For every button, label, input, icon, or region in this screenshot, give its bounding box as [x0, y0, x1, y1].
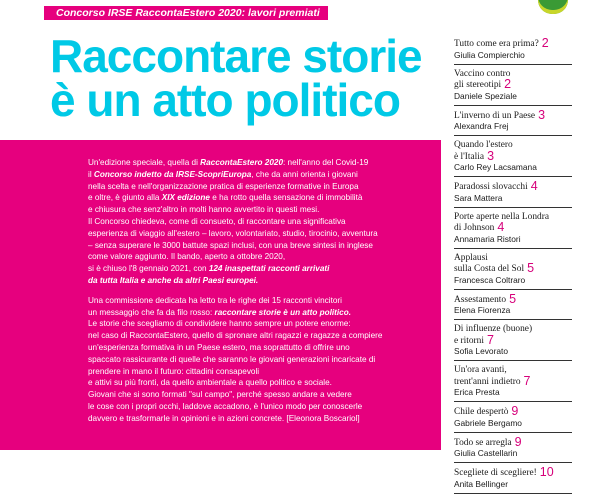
- article-text: – senza superare le 3000 battute spazi inclusi, con una breve sintesi in inglese: [88, 240, 373, 250]
- toc-title: [454, 212, 600, 234]
- article-text: un messaggio che fa da filo rosso:: [88, 307, 215, 317]
- toc-author: Sara Mattera: [454, 192, 503, 203]
- toc-item[interactable]: [454, 324, 600, 361]
- toc-author: Alexandra Frej: [454, 121, 509, 131]
- toc-author: Daniele Speziale: [454, 90, 517, 101]
- toc-author: Annamaria Ristori: [454, 233, 521, 244]
- article-line: [88, 295, 438, 307]
- article-emphasis: XIX edizione: [161, 193, 210, 203]
- toc-page-number: 2: [541, 36, 549, 50]
- toc-divider: [454, 64, 572, 65]
- toc-title-line: Todo se arregla: [454, 437, 512, 448]
- toc-author: Giulia Compierchio: [454, 49, 525, 60]
- toc-page-number: 2: [504, 77, 512, 91]
- toc-author: Elena Fiorenza: [454, 305, 511, 315]
- toc-page-number: 4: [530, 179, 538, 193]
- toc-divider: [454, 401, 572, 402]
- toc-page-number: 5: [509, 291, 517, 306]
- article-text: si è chiuso l'8 gennaio 2021, con: [88, 264, 209, 274]
- headline-line-2: è un atto politico: [50, 74, 400, 126]
- toc-title: [454, 253, 600, 275]
- article-text: Una commissione dedicata ha letto tra le righe dei 15 racconti vincitori: [88, 295, 342, 305]
- toc-title-line: sulla Costa del Sol: [454, 264, 525, 274]
- article-line: [88, 377, 438, 389]
- toc-title-line: Di influenze (buone): [454, 324, 533, 334]
- toc-title-line: Chile despertò: [454, 407, 509, 417]
- toc-title: [454, 107, 600, 122]
- headline: [50, 30, 430, 126]
- toc-author: Giulia Castellarin: [454, 448, 518, 458]
- article-line: [88, 330, 438, 342]
- article-line: [88, 169, 438, 181]
- article-body: [88, 157, 438, 425]
- toc-author: Carlo Rey Lacsamana: [454, 162, 537, 172]
- toc-page-number: 3: [538, 107, 546, 122]
- toc-item[interactable]: [454, 253, 600, 290]
- article-text: Un'edizione speciale, quella di: [88, 158, 201, 167]
- toc-divider: [454, 432, 572, 433]
- toc-divider: [454, 105, 572, 106]
- toc-page-number: 7: [486, 332, 494, 347]
- toc-title: [454, 365, 600, 387]
- headline-line-1: Raccontare storie: [50, 30, 422, 82]
- article-text: , che da anni orienta i giovani: [251, 169, 358, 179]
- article-text: Il Concorso chiedeva, come di consueto, di raccontare una significativa: [88, 216, 346, 226]
- toc-item[interactable]: [454, 291, 600, 321]
- toc-title-line: Porte aperte nella Londra: [454, 211, 550, 222]
- article-text: e attivi su più fronti, da quello ambientale a quello politico e sociale.: [88, 378, 332, 388]
- toc-title: [454, 69, 600, 91]
- article-line: [88, 181, 438, 193]
- article-text: nel caso di RaccontaEstero, quello di spronare altri ragazzi e ragazze a compiere: [88, 331, 383, 341]
- article-line: [88, 413, 438, 425]
- toc-title-line: e ritorni: [454, 335, 484, 346]
- article-emphasis: Concorso indetto da IRSE-ScopriEuropa: [93, 169, 252, 179]
- toc-page-number: 3: [487, 148, 495, 163]
- toc-title-line: Assestamento: [454, 294, 507, 305]
- article-text: e chiusura che senz'altro in molti hanno avvertito in questi mesi.: [88, 205, 320, 215]
- toc-divider: [454, 207, 572, 208]
- toc-title: [454, 38, 600, 50]
- toc-title: [454, 324, 600, 346]
- toc-divider: [454, 319, 572, 320]
- toc-title: [454, 467, 600, 479]
- toc-title-line: di Johnson: [454, 223, 495, 233]
- toc-title-line: Applausi: [454, 252, 488, 263]
- article-text: davvero e trasformarle in opinioni e in azioni concrete. [Eleonora Boscariol]: [88, 413, 360, 423]
- toc-page-number: 9: [514, 434, 522, 449]
- toc-divider: [454, 360, 572, 361]
- article-line: [88, 401, 438, 413]
- toc-author: Francesca Coltraro: [454, 274, 526, 285]
- article-emphasis: raccontare storie è un atto politico.: [214, 307, 352, 317]
- toc-divider: [454, 289, 572, 290]
- article-line: [88, 216, 438, 228]
- toc-title-line: Scegliete di scegliere!: [454, 468, 537, 478]
- article-line: [88, 366, 438, 378]
- article-text: e ha rotto quella sensazione di immobilità: [209, 193, 363, 203]
- article-text: nella scelta e nell'organizzazione pratica di esperienze formative in Europa: [88, 181, 359, 191]
- toc-page-number: 4: [497, 220, 505, 234]
- toc-author: Sofia Levorato: [454, 346, 509, 356]
- article-text: e oltre, è giunto alla: [88, 193, 162, 203]
- toc-page-number: 9: [511, 404, 519, 418]
- logo: [538, 0, 568, 14]
- article-text: il: [88, 169, 94, 179]
- toc-title: [454, 291, 600, 306]
- toc-divider: [454, 135, 572, 136]
- toc-title: [454, 181, 600, 193]
- article-line: [88, 251, 438, 263]
- article-line: [88, 157, 438, 169]
- article-line: [88, 240, 438, 252]
- toc-divider: [454, 462, 572, 463]
- toc-item[interactable]: [454, 365, 600, 402]
- article-line: [88, 228, 438, 240]
- article-line: [88, 354, 438, 366]
- article-line: [88, 318, 438, 330]
- toc-page-number: 10: [539, 465, 554, 479]
- toc-author: Gabriele Bergamo: [454, 417, 522, 428]
- article-line: [88, 204, 438, 216]
- toc-item[interactable]: [454, 406, 600, 433]
- toc-page-number: 5: [527, 261, 535, 275]
- article-line: [88, 389, 438, 401]
- article-text: Giovani che si sono formati "sul campo", perché spesso andare a vedere: [88, 390, 352, 400]
- article-text: esperienza di viaggio all'estero – lavoro, volontariato, studio, tirocinio, avventura: [88, 228, 378, 238]
- toc-item[interactable]: [454, 467, 600, 494]
- article-text: spaccato rassicurante di quelle che saranno le giovani generazioni incaricate di: [88, 354, 376, 364]
- toc-title: [454, 406, 600, 418]
- toc-item[interactable]: [454, 38, 600, 65]
- article-emphasis: da tutta Italia e anche da altri Paesi europei.: [88, 275, 259, 285]
- toc-title-line: gli stereotipi: [454, 80, 502, 90]
- toc-item[interactable]: [454, 69, 600, 106]
- toc-page-number: 7: [523, 373, 531, 388]
- toc-title-line: L'inverno di un Paese: [454, 110, 536, 121]
- toc-title-line: Un'ora avanti,: [454, 365, 507, 375]
- toc-divider: [454, 248, 572, 249]
- article-text: : nell'anno del Covid-19: [283, 158, 369, 167]
- toc-item[interactable]: [454, 212, 600, 249]
- toc-title-line: Tutto come era prima?: [454, 39, 539, 49]
- article-line: [88, 307, 438, 319]
- toc-author: Erica Presta: [454, 387, 500, 397]
- toc-title-line: trent'anni indietro: [454, 376, 521, 387]
- paragraph-gap: [88, 287, 438, 295]
- article-text: prendere in mano il futuro: cittadini consapevoli: [88, 366, 260, 376]
- toc-title-line: Quando l'estero: [454, 140, 513, 150]
- article-text: un'esperienza formativa in un Paese estero, ma soprattutto di offrire uno: [88, 342, 350, 352]
- article-emphasis: 124 inaspettati racconti arrivati: [208, 264, 330, 274]
- article-line: [88, 263, 438, 275]
- toc-item[interactable]: [454, 140, 600, 177]
- toc-author: Anita Bellinger: [454, 478, 509, 489]
- article-emphasis: RaccontaEstero 2020: [200, 158, 283, 167]
- toc-title: [454, 140, 600, 162]
- article-text: come valore aggiunto. Il bando, aperto a ottobre 2020,: [88, 252, 286, 262]
- article-text: Le storie che scegliamo di condividere hanno sempre un potere enorme:: [88, 319, 351, 329]
- toc-title: [454, 434, 600, 449]
- toc-divider: [454, 493, 572, 494]
- toc-title-line: Paradossi slovacchi: [454, 182, 528, 192]
- article-text: le cose con i propri occhi, laddove accadono, è l'unico modo per conoscerle: [88, 401, 363, 411]
- toc-title-line: Vaccino contro: [454, 68, 511, 79]
- table-of-contents: [454, 38, 600, 498]
- article-line: [88, 342, 438, 354]
- toc-item[interactable]: [454, 107, 600, 137]
- article-line: [88, 192, 438, 204]
- section-kicker: Concorso IRSE RaccontaEstero 2020: lavori premiati: [44, 6, 328, 20]
- article-line: [88, 275, 438, 287]
- toc-item[interactable]: [454, 181, 600, 208]
- toc-divider: [454, 176, 572, 177]
- toc-title-line: è l'Italia: [454, 151, 485, 162]
